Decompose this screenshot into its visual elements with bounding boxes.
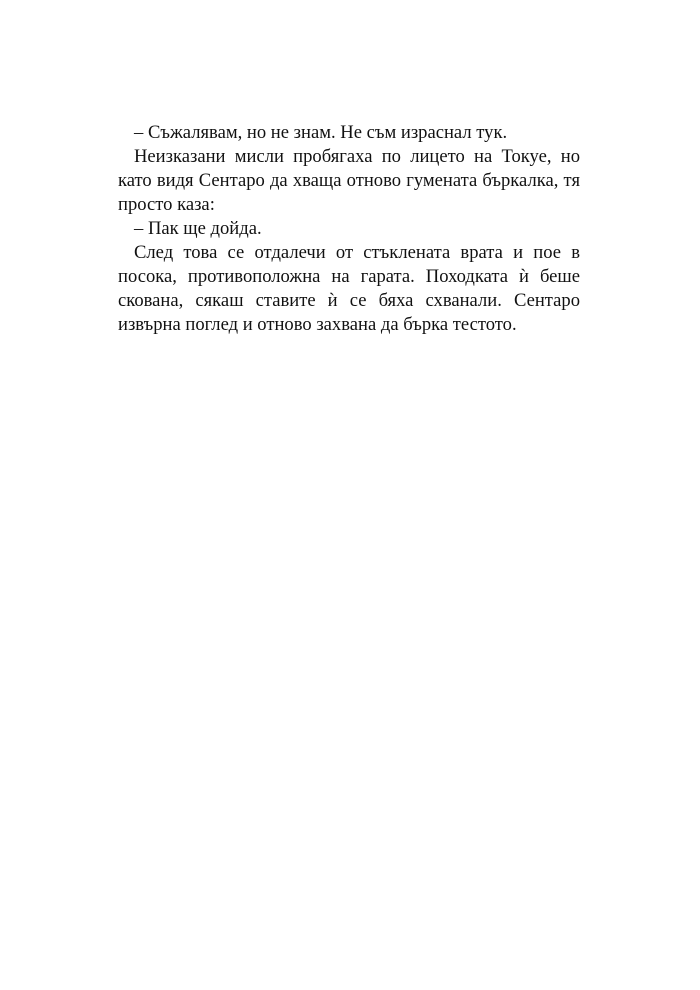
body-text — [118, 121, 580, 337]
paragraph-4: След това се отдалечи от стъклената врата и пое в посока, противоположна на гарата. Походката ѝ беше скована, сякаш ставите ѝ се бяха схванали. Сентаро извърна поглед и отново захвана да бърка тестото. — [118, 242, 580, 335]
paragraph-2: Неизказани мисли пробягаха по лицето на Токуе, но като видя Сентаро да хваща отново гумената бъркалка, тя просто каза: — [118, 146, 580, 215]
paragraph-3: – Пак ще дойда. — [134, 218, 262, 239]
paragraph-1: – Съжалявам, но не знам. Не съм израснал тук. — [134, 122, 508, 143]
